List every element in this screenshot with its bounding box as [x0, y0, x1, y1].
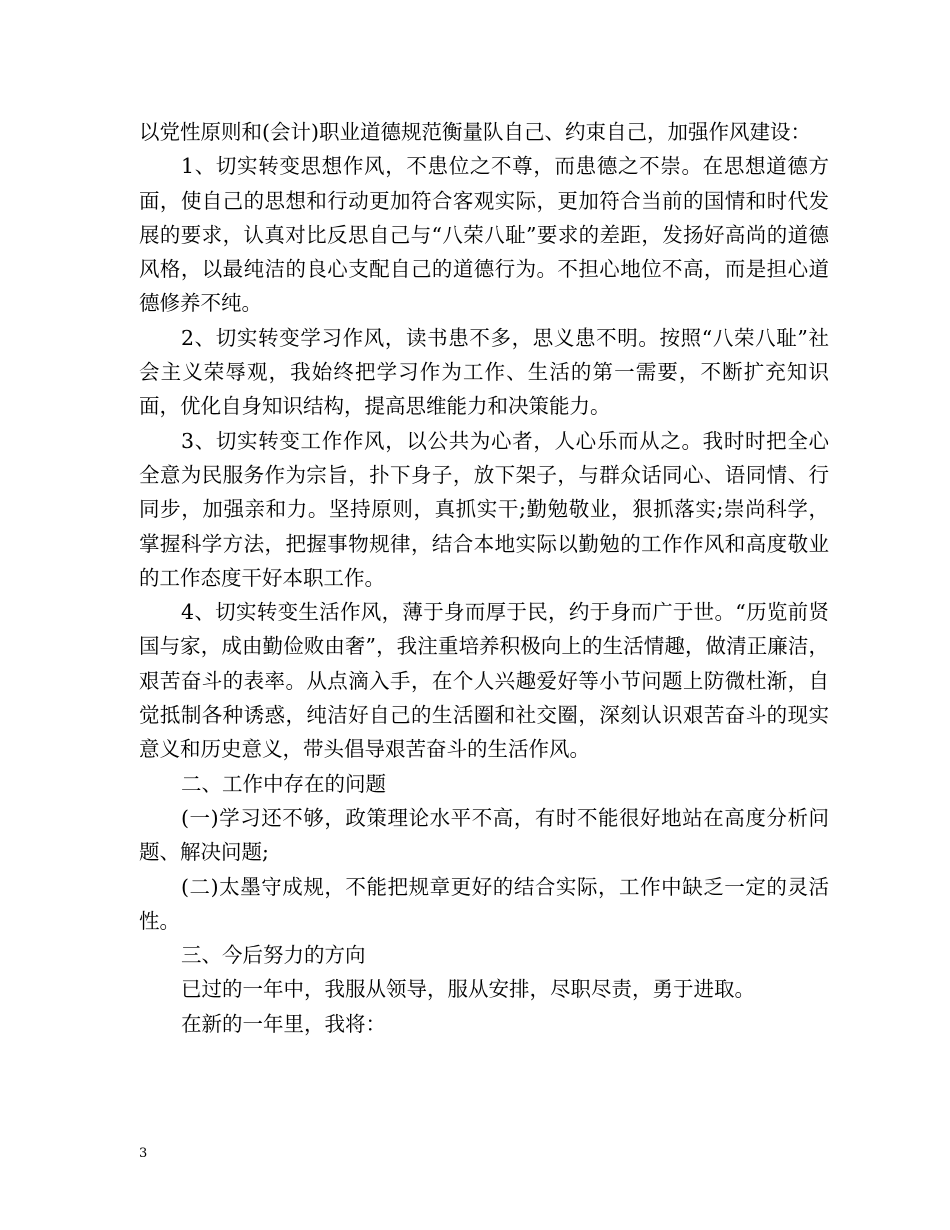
section-heading-direction: 三、今后努力的方向 [181, 943, 366, 968]
paragraph-item-4: 4、切实转变生活作风，薄于身而厚于民，约于身而广于世。“历览前贤国与家，成由勤俭败由奢”，我注重培养积极向上的生活情趣，做清正廉洁，艰苦奋斗的表率。从点滴入手，在个人兴趣爱好等小节问题上防微杜渐，自觉抵制各种诱惑，纯洁好自己的生活圈和社交圈，深刻认识艰苦奋斗的现实意义和历史意义，带头倡导艰苦奋斗的生活作风。 [139, 600, 829, 762]
paragraph-direction-2: 在新的一年里，我将： [181, 1011, 386, 1036]
paragraph-problem-2: (二)太墨守成规，不能把规章更好的结合实际，工作中缺乏一定的灵活性。 [139, 874, 829, 933]
page-number: 3 [139, 1146, 148, 1161]
paragraph-problem-1: (一)学习还不够，政策理论水平不高，有时不能很好地站在高度分析问题、解决问题; [139, 805, 829, 865]
body-text [139, 115, 829, 1041]
paragraph-direction-1: 已过的一年中，我服从领导，服从安排，尽职尽责，勇于进取。 [181, 977, 755, 1002]
paragraph-intro: 以党性原则和(会计)职业道德规范衡量队自己、约束自己，加强作风建设： [139, 120, 811, 144]
paragraph-item-1: 1、切实转变思想作风，不患位之不尊，而患德之不崇。在思想道德方面，使自己的思想和行动更加符合客观实际，更加符合当前的国情和时代发展的要求，认真对比反思自己与“八荣八耻”要求的差距，发扬好高尚的道德风格，以最纯洁的良心支配自己的道德行为。不担心地位不高，而是担心道德修养不纯。 [139, 154, 829, 316]
paragraph-item-2: 2、切实转变学习作风，读书患不多，思义患不明。按照“八荣八耻”社会主义荣辱观，我始终把学习作为工作、生活的第一需要，不断扩充知识面，优化自身知识结构，提高思维能力和决策能力。 [139, 325, 829, 419]
section-heading-problems: 二、工作中存在的问题 [181, 771, 386, 796]
paragraph-item-3: 3、切实转变工作作风，以公共为心者，人心乐而从之。我时时把全心全意为民服务作为宗旨，扑下身子，放下架子，与群众话同心、语同情、行同步，加强亲和力。坚持原则，真抓实干;勤勉敬业，狠抓落实;崇尚科学，掌握科学方法，把握事物规律，结合本地实际以勤勉的工作作风和高度敬业的工作态度干好本职工作。 [139, 428, 829, 590]
